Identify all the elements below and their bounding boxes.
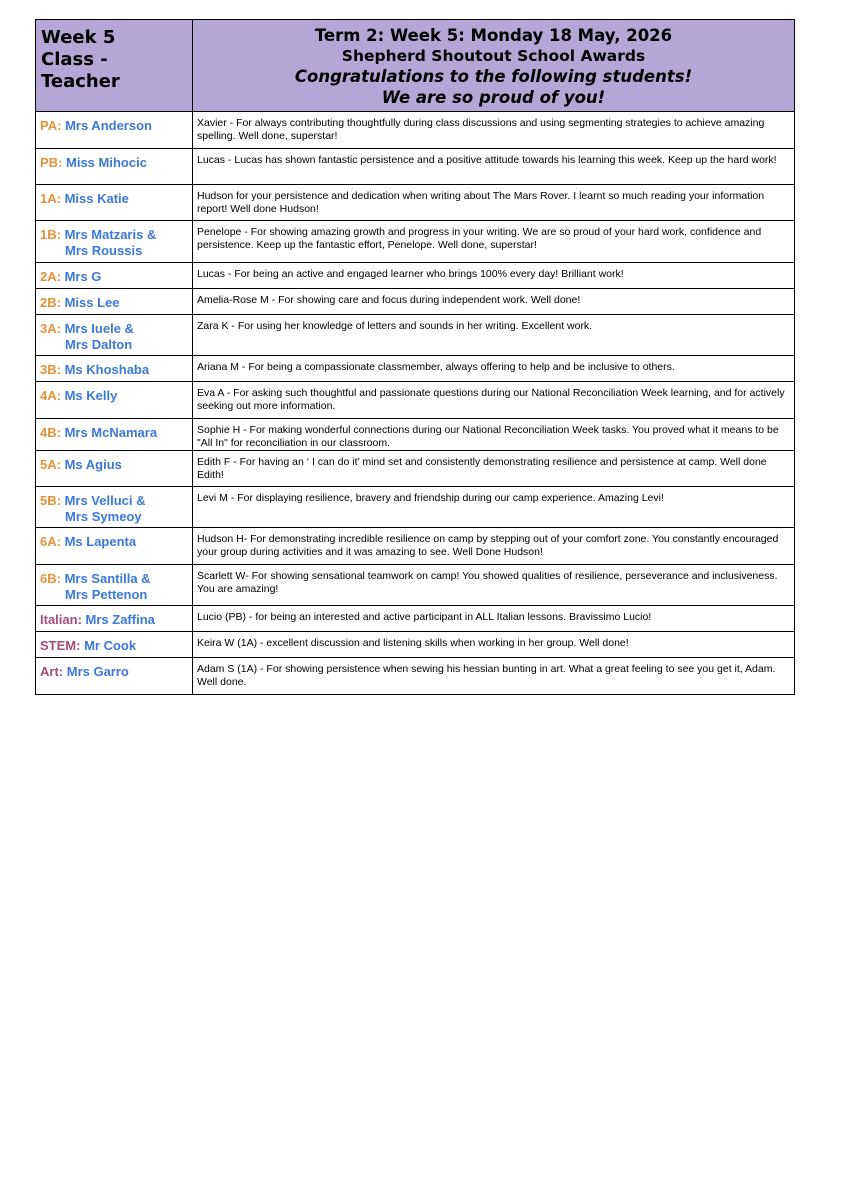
class-teacher-cell	[36, 632, 193, 658]
table-row	[36, 487, 795, 528]
header-right-cell	[193, 20, 795, 112]
table-row	[36, 565, 795, 606]
teacher-name: Miss Katie	[64, 191, 129, 206]
class-code: PB:	[40, 155, 63, 170]
class-code: Italian:	[40, 612, 82, 627]
award-message-cell	[193, 289, 795, 315]
class-teacher-cell	[36, 528, 193, 565]
teacher-name: Ms Lapenta	[64, 534, 137, 549]
header-row	[36, 20, 795, 112]
teacher-name: Ms Khoshaba	[64, 362, 150, 377]
class-code: 2A:	[40, 269, 61, 284]
award-message: Edith F - For having an ‘ I can do it’ mind set and consistently demonstrating resilience and persistence at camp. Well done Edith!	[197, 456, 767, 481]
award-message: Ariana M - For being a compassionate classmember, always offering to help and be inclusive to others.	[197, 361, 675, 373]
award-message: Xavier - For always contributing thoughtfully during class discussions and using segmenting strategies to achieve amazing spelling. Well done, superstar!	[197, 117, 765, 142]
award-message: Amelia-Rose M - For showing care and focus during independent work. Well done!	[197, 294, 581, 306]
class-teacher-cell	[36, 185, 193, 221]
award-message-cell	[193, 112, 795, 149]
class-code: 6A:	[40, 534, 61, 549]
class-teacher-cell	[36, 149, 193, 185]
award-message-cell	[193, 382, 795, 419]
page-subtitle: Shepherd Shoutout School Awards	[341, 47, 646, 65]
class-code: Art:	[40, 664, 64, 679]
award-message: Hudson for your persistence and dedication when writing about The Mars Rover. I learnt so much reading your information report! Well done Hudson!	[197, 190, 765, 215]
teacher-name: Mrs Santilla &	[64, 571, 151, 586]
awards-table	[35, 19, 795, 695]
class-code: 4B:	[40, 425, 61, 440]
award-message: Scarlett W- For showing sensational teamwork on camp! You showed qualities of resilience, perseverance and inclusiveness. You are amazing!	[197, 570, 778, 595]
award-message: Levi M - For displaying resilience, bravery and friendship during our camp experience. Amazing Levi!	[197, 492, 664, 504]
table-row	[36, 149, 795, 185]
table-row	[36, 185, 795, 221]
table-row	[36, 356, 795, 382]
award-message: Eva A - For asking such thoughtful and passionate questions during our National Reconciliation Week learning, and for actively seeking out more information.	[197, 387, 785, 412]
class-code: STEM:	[40, 638, 81, 653]
award-message-cell	[193, 149, 795, 185]
class-teacher-cell	[36, 419, 193, 451]
teacher-name: Mrs Anderson	[65, 118, 152, 133]
class-code: 1B:	[40, 227, 61, 242]
class-teacher-cell	[36, 487, 193, 528]
class-code: 6B:	[40, 571, 61, 586]
teacher-name: Mr Cook	[84, 638, 137, 653]
class-code: PA:	[40, 118, 62, 133]
teacher-name-second: Mrs Dalton	[65, 336, 133, 352]
teacher-name: Mrs G	[64, 269, 102, 284]
class-teacher-cell	[36, 315, 193, 356]
teacher-name-second: Mrs Pettenon	[65, 586, 148, 602]
award-message-cell	[193, 356, 795, 382]
class-code: 4A:	[40, 388, 61, 403]
teacher-name: Mrs Velluci &	[64, 493, 146, 508]
award-message-cell	[193, 658, 795, 695]
class-teacher-cell	[36, 112, 193, 149]
table-row	[36, 112, 795, 149]
class-code: 1A:	[40, 191, 61, 206]
award-message-cell	[193, 487, 795, 528]
teacher-name-second: Mrs Roussis	[65, 242, 143, 258]
award-message-cell	[193, 606, 795, 632]
award-message-cell	[193, 221, 795, 263]
class-teacher-cell	[36, 451, 193, 487]
week-label: Week 5	[41, 27, 116, 48]
class-teacher-cell	[36, 263, 193, 289]
class-teacher-cell	[36, 221, 193, 263]
award-message: Lucas - For being an active and engaged learner who brings 100% every day! Brilliant work!	[197, 268, 624, 280]
table-row	[36, 632, 795, 658]
award-message: Lucas - Lucas has shown fantastic persistence and a positive attitude towards his learning this week. Keep up the hard work!	[197, 154, 777, 166]
award-message-cell	[193, 419, 795, 451]
class-code: 5A:	[40, 457, 61, 472]
table-row	[36, 221, 795, 263]
class-teacher-cell	[36, 606, 193, 632]
award-message-cell	[193, 315, 795, 356]
award-message: Penelope - For showing amazing growth and progress in your writing. We are so proud of your hard work, confidence and persistence. Keep up the fantastic effort, Penelope. Well done, superstar!	[197, 226, 762, 251]
teacher-name: Mrs Garro	[66, 664, 129, 679]
teacher-name-second: Mrs Symeoy	[65, 508, 142, 524]
table-row	[36, 528, 795, 565]
table-row	[36, 263, 795, 289]
award-message-cell	[193, 565, 795, 606]
table-row	[36, 606, 795, 632]
award-message: Adam S (1A) - For showing persistence when sewing his hessian bunting in art. What a great feeling to see you get it, Adam. Well done.	[197, 663, 776, 688]
class-code: 3A:	[40, 321, 61, 336]
table-row	[36, 289, 795, 315]
teacher-name: Mrs Matzaris &	[64, 227, 157, 242]
class-teacher-label: Class - Teacher	[41, 49, 120, 92]
award-message: Sophie H - For making wonderful connections during our National Reconciliation Week tasks. You proved what it means to be "All In" for reconciliation in our classroom.	[197, 424, 779, 449]
table-row	[36, 658, 795, 695]
award-message: Lucio (PB) - for being an interested and active participant in ALL Italian lessons. Bravissimo Lucio!	[197, 611, 652, 623]
table-row	[36, 451, 795, 487]
table-row	[36, 315, 795, 356]
award-message: Keira W (1A) - excellent discussion and listening skills when working in her group. Well done!	[197, 637, 629, 649]
class-code: 3B:	[40, 362, 61, 377]
teacher-name: Mrs Zaffina	[85, 612, 155, 627]
class-code: 5B:	[40, 493, 61, 508]
class-teacher-cell	[36, 658, 193, 695]
award-message-cell	[193, 451, 795, 487]
teacher-name: Miss Mihocic	[66, 155, 147, 170]
congrats-text: Congratulations to the following students!	[294, 67, 693, 86]
table-row	[36, 419, 795, 451]
teacher-name: Miss Lee	[64, 295, 120, 310]
table-row	[36, 382, 795, 419]
proud-text: We are so proud of you!	[381, 88, 606, 107]
class-teacher-cell	[36, 382, 193, 419]
class-teacher-cell	[36, 356, 193, 382]
page-title: Term 2: Week 5: Monday 18 May, 2026	[314, 26, 673, 45]
award-message: Hudson H- For demonstrating incredible resilience on camp by stepping out of your comfort zone. You constantly encouraged your group during activities and it was amazing to see. Well Done Hudson!	[197, 533, 779, 558]
teacher-name: Mrs Iuele &	[64, 321, 134, 336]
award-message: Zara K - For using her knowledge of letters and sounds in her writing. Excellent work.	[197, 320, 593, 332]
class-teacher-cell	[36, 289, 193, 315]
award-message-cell	[193, 263, 795, 289]
teacher-name: Ms Kelly	[64, 388, 118, 403]
award-message-cell	[193, 528, 795, 565]
award-message-cell	[193, 185, 795, 221]
class-teacher-cell	[36, 565, 193, 606]
teacher-name: Mrs McNamara	[64, 425, 158, 440]
header-left-cell	[36, 20, 193, 112]
award-message-cell	[193, 632, 795, 658]
teacher-name: Ms Agius	[64, 457, 122, 472]
class-code: 2B:	[40, 295, 61, 310]
